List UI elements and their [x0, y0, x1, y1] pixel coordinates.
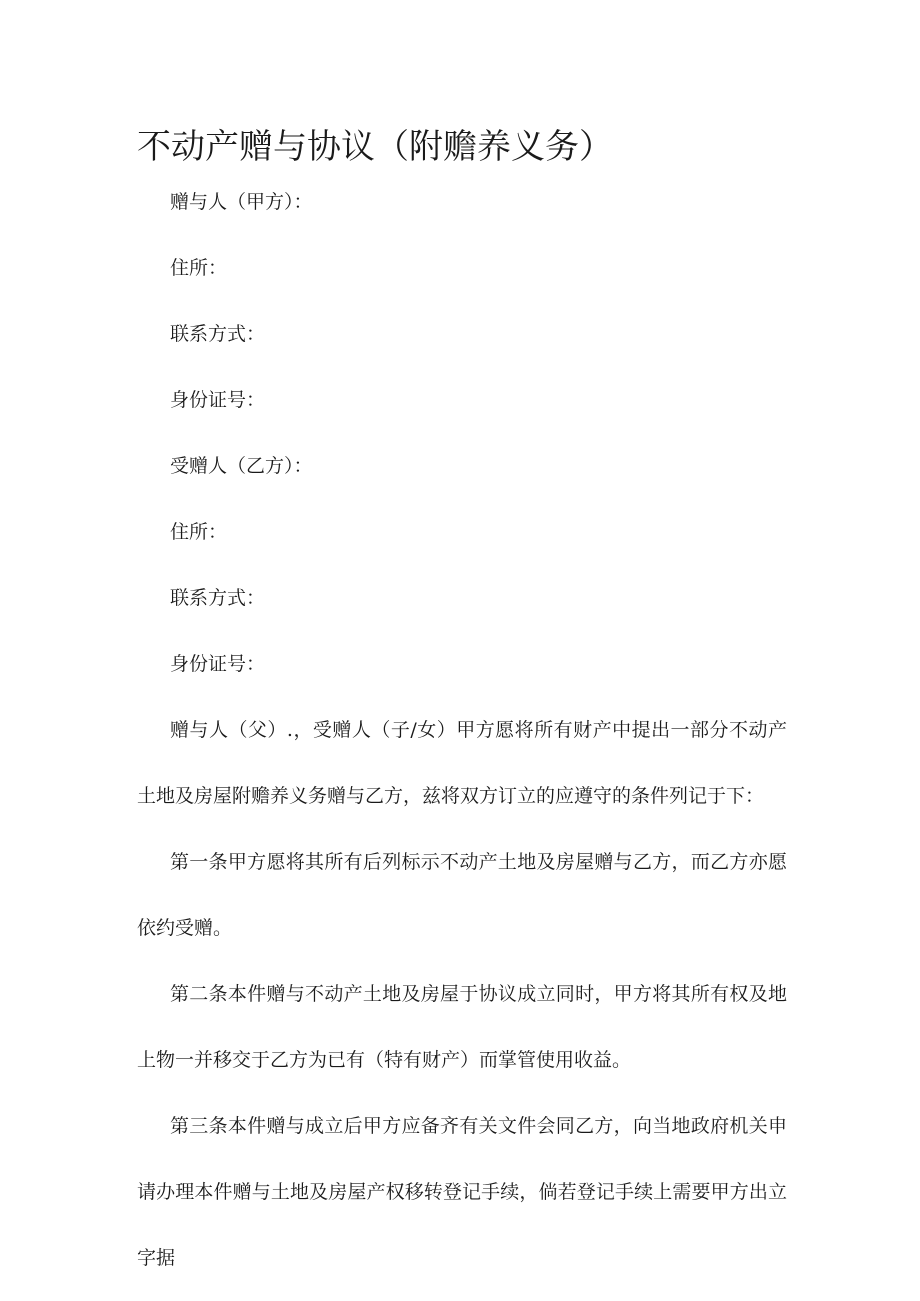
donee-contact-label: 联系方式：	[170, 587, 266, 609]
donor-id-label: 身份证号：	[170, 389, 266, 411]
document-title: 不动产赠与协议（附赡养义务）	[137, 127, 613, 167]
article-1-paragraph: 第一条甲方愿将其所有后列标示不动产土地及房屋赠与乙方，而乙方亦愿依约受赠。	[137, 851, 787, 939]
intro-paragraph: 赠与人（父）.，受赠人（子/女）甲方愿将所有财产中提出一部分不动产土地及房屋附赡养义务赠与乙方，兹将双方订立的应遵守的条件列记于下：	[137, 719, 787, 807]
donee-label: 受赠人（乙方）：	[170, 455, 313, 477]
donor-contact-label: 联系方式：	[170, 323, 266, 345]
donee-id-label: 身份证号：	[170, 653, 266, 675]
donee-address-label: 住所：	[170, 521, 228, 543]
article-2-paragraph: 第二条本件赠与不动产土地及房屋于协议成立同时，甲方将其所有权及地上物一并移交于乙方为已有（特有财产）而掌管使用收益。	[137, 983, 787, 1071]
donor-label: 赠与人（甲方）：	[170, 191, 313, 213]
donor-address-label: 住所：	[170, 257, 228, 279]
article-3-paragraph: 第三条本件赠与成立后甲方应备齐有关文件会同乙方，向当地政府机关申请办理本件赠与土地及房屋产权移转登记手续，倘若登记手续上需要甲方出立字据	[137, 1115, 787, 1269]
